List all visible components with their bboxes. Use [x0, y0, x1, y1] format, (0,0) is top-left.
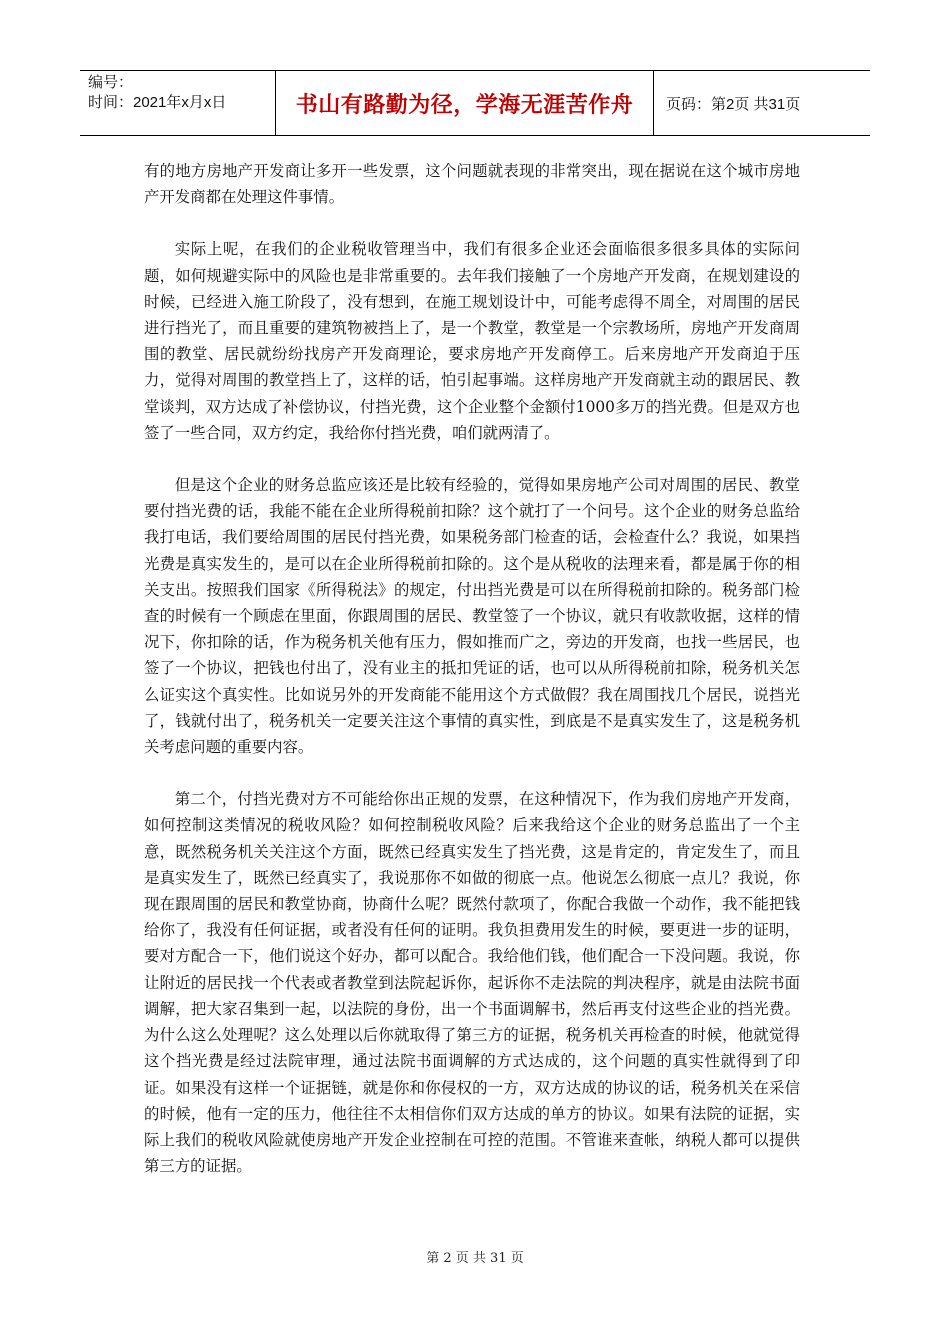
paragraph: 但是这个企业的财务总监应该还是比较有经验的，觉得如果房地产公司对周围的居民、教堂要付挡光费的话，我能不能在企业所得税前扣除？这个就打了一个问号。这个企业的财务总监给我打电话，我们要给周围的居民付挡光费，如果税务部门检查的话，会检查什么？我说，如果挡光费是真实发生的，是可以在企业所得税前扣除的。这个是从税收的法理来看，都是属于你的相关支出。按照我们国家《所得税法》的规定，付出挡光费是可以在所得税前扣除的。税务部门检查的时候有一个顾虑在里面，你跟周围的居民、教堂签了一个协议，就只有收款收据，这样的情况下，你扣除的话，作为税务机关他有压力，假如推而广之，旁边的开发商，也找一些居民，也签了一个协议，把钱也付出了，没有业主的抵扣凭证的话，也可以从所得税前扣除，税务机关怎么证实这个真实性。比如说另外的开发商能不能用这个方式做假？我在周围找几个居民，说挡光了，钱就付出了，税务机关一定要关注这个事情的真实性，到底是不是真实发生了，这是税务机关考虑问题的重要内容。: [144, 476, 800, 757]
paragraph: 实际上呢，在我们的企业税收管理当中，我们有很多企业还会面临很多很多具体的实际问题，如何规避实际中的风险也是非常重要的。去年我们接触了一个房地产开发商，在规划建设的时候，已经进入施工阶段了，没有想到，在施工规划设计中，可能考虑得不周全，对周围的居民进行挡光了，而且重要的建筑物被挡上了，是一个教堂，教堂是一个宗教场所，房地产开发商周围的教堂、居民就纷纷找房产开发商理论，要求房地产开发商停工。后来房地产开发商迫于压力，觉得对周围的教堂挡上了，这样的话，怕引起事端。这样房地产开发商就主动的跟居民、教堂谈判，双方达成了补偿协议，付挡光费，这个企业整个金额付1000多万的挡光费。但是双方也签了一些合同，双方约定，我给你付挡光费，咱们就两清了。: [144, 240, 800, 442]
document-time-label: 时间：2021年x月x日: [88, 94, 227, 111]
paragraph: 第二个，付挡光费对方不可能给你出正规的发票，在这种情况下，作为我们房地产开发商，如何控制这类情况的税收风险？如何控制税收风险？后来我给这个企业的财务总监出了一个主意，既然税务机关关注这个方面，既然已经真实发生了挡光费，这是肯定的，肯定发生了，而且是真实发生了，既然已经真实了，我说那你不如做的彻底一点。他说怎么彻底一点儿？我说，你现在跟周围的居民和教堂协商，协商什么呢？既然付款项了，你配合我做一个动作，我不能把钱给你了，我没有任何证据，或者没有任何的证明。我负担费用发生的时候，要更进一步的证明，要对方配合一下，他们说这个好办，都可以配合。我给他们钱，他们配合一下没问题。我说，你让附近的居民找一个代表或者教堂到法院起诉你，起诉你不走法院的判决程序，就是由法院书面调解，把大家召集到一起，以法院的身份，出一个书面调解书，然后再支付这些企业的挡光费。为什么这么处理呢？这么处理以后你就取得了第三方的证据，税务机关再检查的时候，他就觉得这个挡光费是经过法院审理，通过法院书面调解的方式达成的，这个问题的真实性就得到了印证。如果没有这样一个证据链，就是你和你侵权的一方，双方达成的协议的话，税务机关在采信的时候，他有一定的压力，他往往不太相信你们双方达成的单方的协议。如果有法院的证据，实际上我们的税收风险就使房地产开发企业控制在可控的范围。不管谁来查帐，纳税人都可以提供第三方的证据。: [144, 790, 800, 1176]
document-number-label: 编号：: [88, 74, 134, 91]
paragraph-continued: 有的地方房地产开发商让多开一些发票，这个问题就表现的非常突出，现在据说在这个城市房地产开发商都在处理这件事情。: [144, 162, 800, 207]
page-header: [80, 70, 870, 136]
header-meta: [80, 71, 276, 135]
document-body: [144, 158, 800, 1205]
header-page-info: 页码：第2页 共31页: [666, 95, 801, 113]
header-motto: 书山有路勤为径，学海无涯苦作舟: [276, 71, 654, 135]
page-footer: 第 2 页 共 31 页: [426, 1251, 524, 1266]
